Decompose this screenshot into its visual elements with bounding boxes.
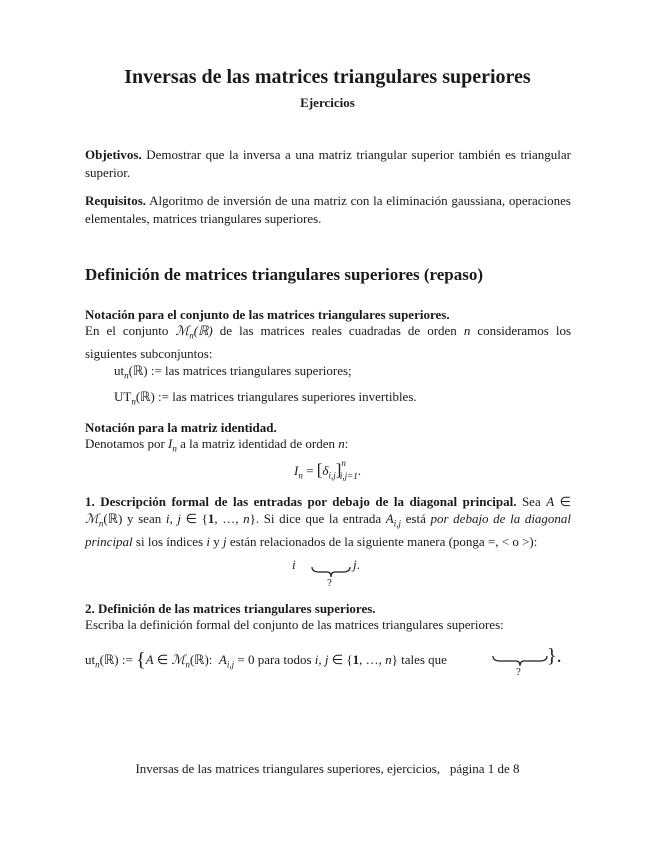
item-ut-text: las matrices triangulares superiores; xyxy=(165,363,352,378)
math-In: $I_n$ xyxy=(168,436,177,454)
identity-formula: $I_n = [\delta_{i,j}]^n_{i,j=1}$. xyxy=(294,457,361,481)
requirements-text: Algoritmo de inversión de una matriz con la eliminación gaussiana, operaciones elementales, matrices triangulares superiores. xyxy=(85,193,571,226)
item-UT-text: las matrices triangulares superiores invertibles. xyxy=(172,389,417,404)
exercise-1-text-y: y xyxy=(213,533,220,549)
math-Mn-R: ℳ$_n$(ℝ) xyxy=(175,323,213,341)
requirements-label: Requisitos. xyxy=(85,193,147,208)
notation-sets-text-2: de las matrices reales cuadradas de orden xyxy=(219,323,457,338)
page-footer xyxy=(0,761,655,777)
math-n-identity: n xyxy=(338,436,345,451)
exercise-1-text-se-dice: Si dice que la entrada xyxy=(263,511,382,526)
notation-identity-text-1: Denotamos por xyxy=(85,436,165,451)
exercise-1-blank-expr: i xyxy=(292,557,296,572)
exercise-1-paragraph: 1. Descripción formal de las entradas por debajo de la diagonal principal. Sea A ∈ ℳ$_n$(ℝ) y sean i, j ∈ {1, …, n}. Si dice que la entrada $A_{i,j}$ está por debajo de la diagonal principal si los índices i y j están relacionados de la siguiente manera (ponga =, < o >): xyxy=(85,494,572,549)
exercise-2-close-brace: }. xyxy=(547,645,562,667)
objectives-text: Demostrar que la inversa a una matriz triangular superior también es triangular superior. xyxy=(85,147,572,180)
math-n: n xyxy=(463,323,471,338)
footer-text: Inversas de las matrices triangulares superiores, ejercicios, xyxy=(135,761,441,776)
notation-sets-text xyxy=(85,322,571,362)
exercise-1-text-esta: está xyxy=(405,511,426,526)
exercise-2-text: Escriba la definición formal del conjunto de las matrices triangulares superiores: xyxy=(85,617,504,632)
exercise-1-text-sea: Sea xyxy=(521,494,541,509)
objectives-paragraph xyxy=(85,146,571,182)
objectives-label: Objetivos. xyxy=(85,147,142,162)
item-UT xyxy=(114,389,417,407)
document-title: Inversas de las matrices triangulares superiores xyxy=(124,66,531,88)
footer-page-number: página 1 de 8 xyxy=(449,761,520,776)
exercise-2-para-todos: para todos xyxy=(257,652,312,667)
exercise-1-italic-phrase: por debajo de la diagonal principal xyxy=(85,511,572,549)
notation-sets-text-1: En el conjunto xyxy=(85,323,169,338)
exercise-1-text-si-los: si los índices xyxy=(135,533,204,549)
exercise-2-tales-que: tales que xyxy=(401,652,447,667)
item-ut xyxy=(114,363,352,381)
exercise-1-heading: 1. Descripción formal de las entradas por debajo de la diagonal principal. xyxy=(85,494,517,509)
document-subtitle: Ejercicios xyxy=(300,95,355,110)
exercise-1-question-mark: ? xyxy=(327,579,332,589)
exercise-2-question-mark: ? xyxy=(516,668,521,678)
math-UT-n: $UT_n(ℝ)$ := xyxy=(114,389,169,407)
exercise-1-text-y-sean: y sean xyxy=(127,511,162,526)
notation-identity-heading-text: Notación para la matriz identidad. xyxy=(85,420,277,435)
exercise-2-heading-text: 2. Definición de las matrices triangulares superiores. xyxy=(85,601,376,616)
math-ut-n: $ut_n(ℝ)$ := xyxy=(114,363,162,381)
notation-sets-heading-text: Notación para el conjunto de las matrices triangulares superiores. xyxy=(85,307,450,322)
section-title: Definición de matrices triangulares superiores (repaso) xyxy=(85,265,484,284)
exercise-1-text-relacion: están relacionados de la siguiente manera (ponga =, < o >): xyxy=(229,533,538,549)
notation-sets-text-3: consideramos los siguientes subconjuntos: xyxy=(85,323,572,361)
requirements-paragraph xyxy=(85,192,571,228)
exercise-2-underbrace xyxy=(492,655,548,669)
notation-identity-text: Denotamos por $I_n$ a la matriz identidad de orden n: xyxy=(85,436,349,454)
exercise-1-j: j. xyxy=(353,557,360,572)
exercise-2-formula: $ut_n(ℝ)$ := {A ∈ ℳ$_n$(ℝ): $A_{i,j} = 0$ para todos i, j ∈ {1, …, n} tales que xyxy=(85,649,447,671)
exercise-1-underbrace xyxy=(311,566,351,580)
notation-identity-text-2: a la matriz identidad de orden xyxy=(180,436,335,451)
